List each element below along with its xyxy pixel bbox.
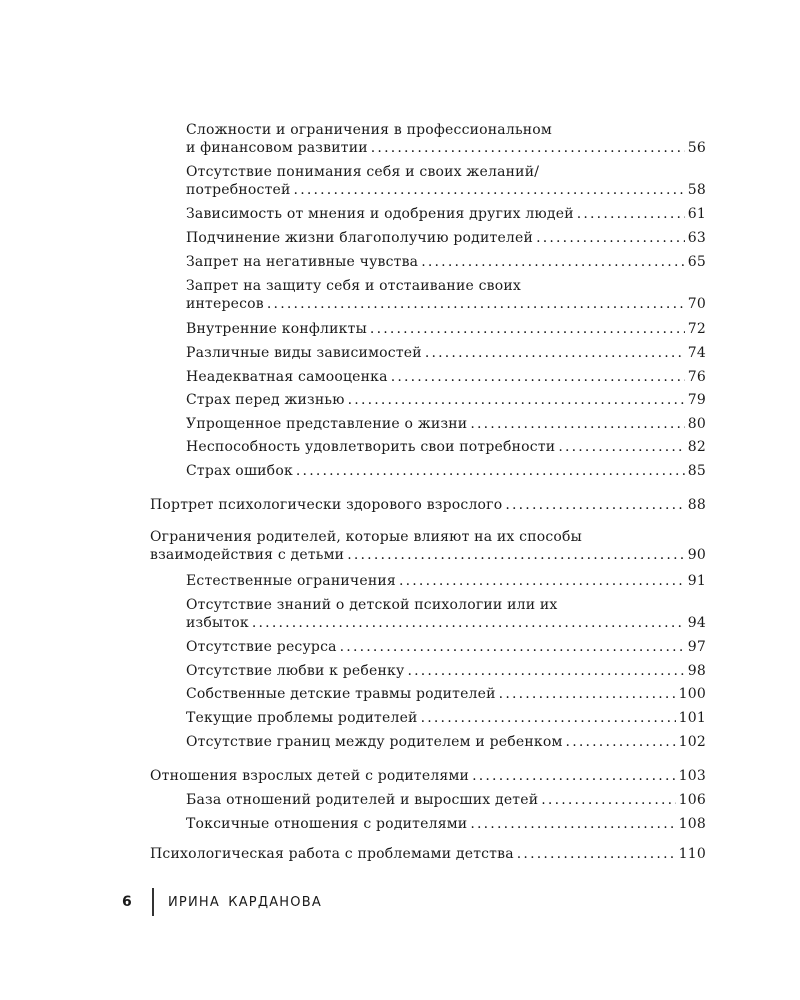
toc-entry-row (150, 767, 706, 785)
toc-entry-title: Психологическая работа с проблемами детства (150, 846, 514, 862)
toc-entry-title: Неспособность удовлетворить свои потребности (186, 439, 556, 455)
toc-entry-title: Отсутствие ресурса (186, 639, 337, 655)
dot-leader (294, 181, 685, 199)
toc-entry-row (186, 709, 706, 727)
dot-leader (425, 344, 685, 362)
dot-leader (470, 415, 684, 433)
dot-leader (577, 205, 685, 223)
toc-entry[interactable] (150, 845, 706, 863)
toc-entry-page: 58 (687, 182, 706, 198)
toc-entry-page: 98 (687, 663, 706, 679)
toc-entry-title: взаимодействия с детьми (150, 547, 345, 563)
toc-entry-title: Зависимость от мнения и одобрения других людей (186, 206, 574, 222)
toc-entry-row (186, 462, 706, 480)
toc-entry-title-line: Ограничения родителей, которые влияют на их способы (150, 529, 583, 545)
dot-leader (252, 614, 685, 632)
toc-entry[interactable] (186, 638, 706, 656)
page-number: 6 (122, 894, 132, 910)
toc-entry[interactable] (150, 528, 706, 564)
toc-entry-page: 61 (687, 206, 706, 222)
toc-entry-title: и финансовом развитии (186, 140, 368, 156)
toc-entry-row (186, 638, 706, 656)
toc-entry-page: 74 (687, 345, 706, 361)
toc-entry-page: 72 (687, 321, 706, 337)
toc-entry-row (150, 546, 706, 564)
toc-entry-row (186, 791, 706, 809)
toc-entry-title: Естественные ограничения (186, 573, 396, 589)
toc-entry-page: 108 (678, 816, 706, 832)
dot-leader (370, 320, 685, 338)
dot-leader (517, 845, 676, 863)
toc-entry-page: 103 (678, 768, 706, 784)
toc-entry-title: Текущие проблемы родителей (186, 710, 418, 726)
toc-entry-page: 94 (687, 615, 706, 631)
toc-entry-row (186, 344, 706, 362)
toc-entry[interactable] (186, 662, 706, 680)
toc-entry-row (186, 662, 706, 680)
dot-leader (371, 139, 685, 157)
toc-entry-title: Подчинение жизни благополучию родителей (186, 230, 534, 246)
toc-entry-page: 65 (687, 254, 706, 270)
dot-leader (267, 295, 685, 313)
toc-entry-row (186, 733, 706, 751)
toc-entry[interactable] (186, 253, 706, 271)
toc-entry-row (186, 253, 706, 271)
toc-entry-page: 110 (678, 846, 706, 862)
toc-entry-page: 91 (687, 573, 706, 589)
toc-entry-title: Страх ошибок (186, 463, 293, 479)
toc-entry[interactable] (186, 709, 706, 727)
toc-entry-page: 85 (687, 463, 706, 479)
toc-entry[interactable] (186, 391, 706, 409)
dot-leader (470, 815, 675, 833)
toc-entry-title: избыток (186, 615, 249, 631)
page-footer (122, 888, 322, 916)
toc-entry-row (186, 815, 706, 833)
toc-entry[interactable] (186, 205, 706, 223)
toc-entry-page: 88 (687, 497, 706, 513)
toc-entry-row (186, 368, 706, 386)
toc-entry-page: 70 (687, 296, 706, 312)
toc-entry-title: Запрет на негативные чувства (186, 254, 419, 270)
toc-entry-row (186, 415, 706, 433)
toc-entry-title: Упрощенное представление о жизни (186, 416, 468, 432)
toc-entry-row (150, 496, 706, 514)
toc-entry-title: Портрет психологически здорового взрослого (150, 497, 503, 513)
toc-entry-page: 79 (687, 392, 706, 408)
dot-leader (407, 662, 684, 680)
toc-entry[interactable] (186, 791, 706, 809)
toc-entry-page: 80 (687, 416, 706, 432)
dot-leader (541, 791, 675, 809)
toc-entry-page: 100 (678, 686, 706, 702)
toc-entry[interactable] (186, 368, 706, 386)
toc-entry-title-line: Отсутствие понимания себя и своих желаний/ (186, 164, 540, 180)
toc-entry[interactable] (186, 815, 706, 833)
toc-entry-title: Отсутствие любви к ребенку (186, 663, 405, 679)
toc-entry[interactable] (186, 572, 706, 590)
toc-entry[interactable] (186, 320, 706, 338)
toc-entry-row (186, 685, 706, 703)
toc-entry-row (186, 181, 706, 199)
dot-leader (421, 709, 676, 727)
toc-entry-page: 97 (687, 639, 706, 655)
toc-entry[interactable] (186, 163, 706, 199)
toc-entry[interactable] (186, 229, 706, 247)
toc-entry-title: Неадекватная самооценка (186, 369, 388, 385)
toc-entry-row (186, 229, 706, 247)
dot-leader (566, 733, 676, 751)
dot-leader (340, 638, 685, 656)
toc-entry-row (186, 572, 706, 590)
dot-leader (558, 438, 684, 456)
toc-entry[interactable] (186, 277, 706, 313)
toc-entry-title-line: Отсутствие знаний о детской психологии или их (186, 597, 558, 613)
toc-entry[interactable] (150, 496, 706, 514)
toc-entry-title: Отсутствие границ между родителем и ребенком (186, 734, 563, 750)
toc-entry-title: Токсичные отношения с родителями (186, 816, 468, 832)
toc-entry-title: потребностей (186, 182, 291, 198)
toc-entry[interactable] (186, 596, 706, 632)
dot-leader (296, 462, 685, 480)
toc-entry-row (186, 438, 706, 456)
toc-entry[interactable] (186, 685, 706, 703)
toc-entry-row (150, 845, 706, 863)
dot-leader (399, 572, 685, 590)
toc-entry[interactable] (186, 415, 706, 433)
toc-entry-row (186, 205, 706, 223)
toc-entry-row (186, 320, 706, 338)
toc-entry-row (186, 614, 706, 632)
toc-entry-page: 102 (678, 734, 706, 750)
toc-entry-title: База отношений родителей и выросших детей (186, 792, 539, 808)
toc-entry-title: Внутренние конфликты (186, 321, 367, 337)
toc-entry[interactable] (186, 462, 706, 480)
toc-entry-page: 101 (678, 710, 706, 726)
dot-leader (391, 368, 685, 386)
toc-entry-title: Различные виды зависимостей (186, 345, 422, 361)
dot-leader (536, 229, 685, 247)
dot-leader (472, 767, 676, 785)
dot-leader (505, 496, 684, 514)
dot-leader (348, 391, 685, 409)
dot-leader (347, 546, 685, 564)
toc-entry-title: Отношения взрослых детей с родителями (150, 768, 470, 784)
toc-entry[interactable] (186, 438, 706, 456)
toc-entry-title: Собственные детские травмы родителей (186, 686, 496, 702)
toc-entry-page: 56 (687, 140, 706, 156)
toc-entry-page: 106 (678, 792, 706, 808)
toc-entry-page: 63 (687, 230, 706, 246)
dot-leader (421, 253, 685, 271)
toc-entry[interactable] (186, 121, 706, 157)
toc-entry-row (186, 295, 706, 313)
toc-entry-title: Страх перед жизнью (186, 392, 345, 408)
author-name: ИРИНА КАРДАНОВА (168, 894, 322, 910)
toc-entry-title-line: Сложности и ограничения в профессиональном (186, 122, 553, 138)
toc-entry[interactable] (186, 733, 706, 751)
footer-divider (152, 888, 154, 916)
toc-entry-page: 90 (687, 547, 706, 563)
toc-entry-row (186, 391, 706, 409)
dot-leader (499, 685, 676, 703)
toc-entry-row (186, 139, 706, 157)
toc-entry-page: 76 (687, 369, 706, 385)
toc-entry-page: 82 (687, 439, 706, 455)
toc-entry[interactable] (150, 767, 706, 785)
toc-entry[interactable] (186, 344, 706, 362)
toc-entry-title-line: Запрет на защиту себя и отстаивание своих (186, 278, 521, 294)
toc-entry-title: интересов (186, 296, 264, 312)
